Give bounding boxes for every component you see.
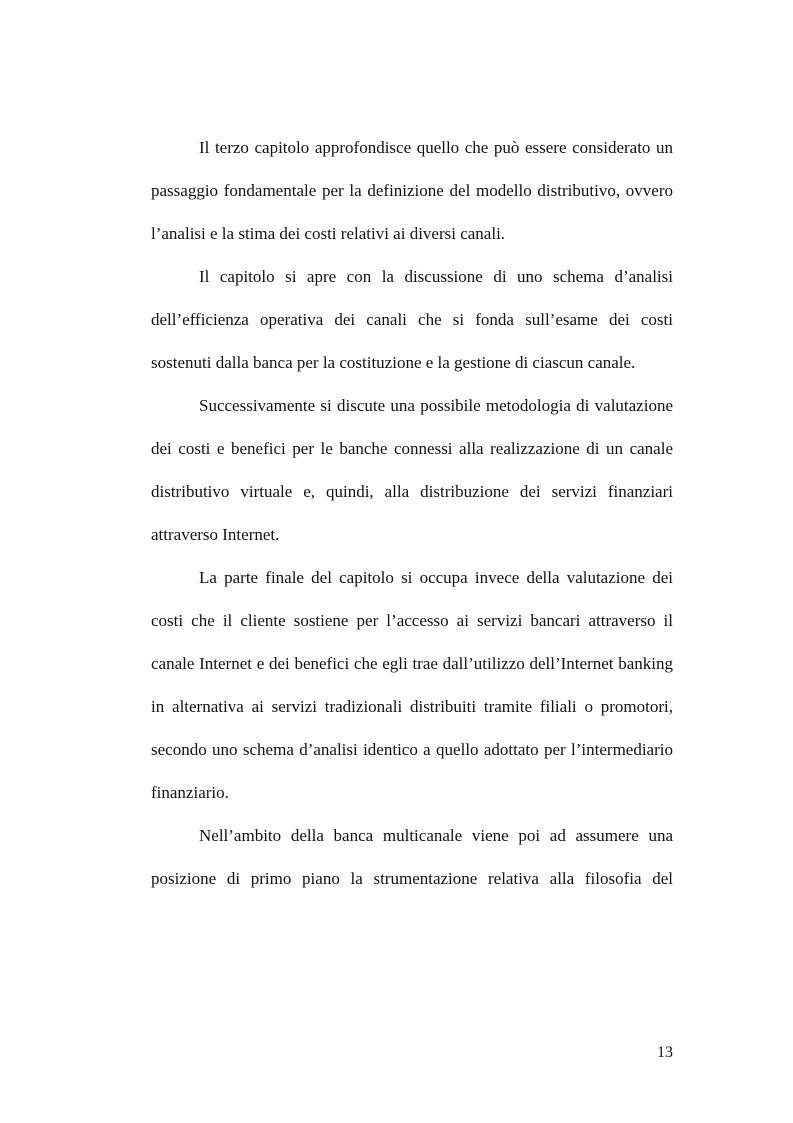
paragraph-5: Nell’ambito della banca multicanale viene poi ad assumere una posizione di primo piano la strumentazione relativa alla filosofia del [151, 826, 673, 888]
paragraph-3: Successivamente si discute una possibile metodologia di valutazione dei costi e benefici per le banche connessi alla realizzazione di un canale distributivo virtuale e, quindi, alla distribuzione dei servizi finanziari attraverso Internet. [151, 396, 673, 544]
paragraph-2: Il capitolo si apre con la discussione di uno schema d’analisi dell’efficienza operativa dei canali che si fonda sull’esame dei costi sostenuti dalla banca per la costituzione e la gestione di ciascun canale. [151, 267, 673, 372]
body-text [151, 126, 673, 900]
page-number: 13 [657, 1044, 673, 1061]
paragraph-1: Il terzo capitolo approfondisce quello che può essere considerato un passaggio fondamentale per la definizione del modello distributivo, ovvero l’analisi e la stima dei costi relativi ai diversi canali. [151, 138, 673, 243]
paragraph-4: La parte finale del capitolo si occupa invece della valutazione dei costi che il cliente sostiene per l’accesso ai servizi bancari attraverso il canale Internet e dei benefici che egli trae dall’utilizzo dell’Internet banking in alternativa ai servizi tradizionali distribuiti tramite filiali o promotori, secondo uno schema d’analisi identico a quello adottato per l’intermediario finanziario. [151, 568, 673, 802]
